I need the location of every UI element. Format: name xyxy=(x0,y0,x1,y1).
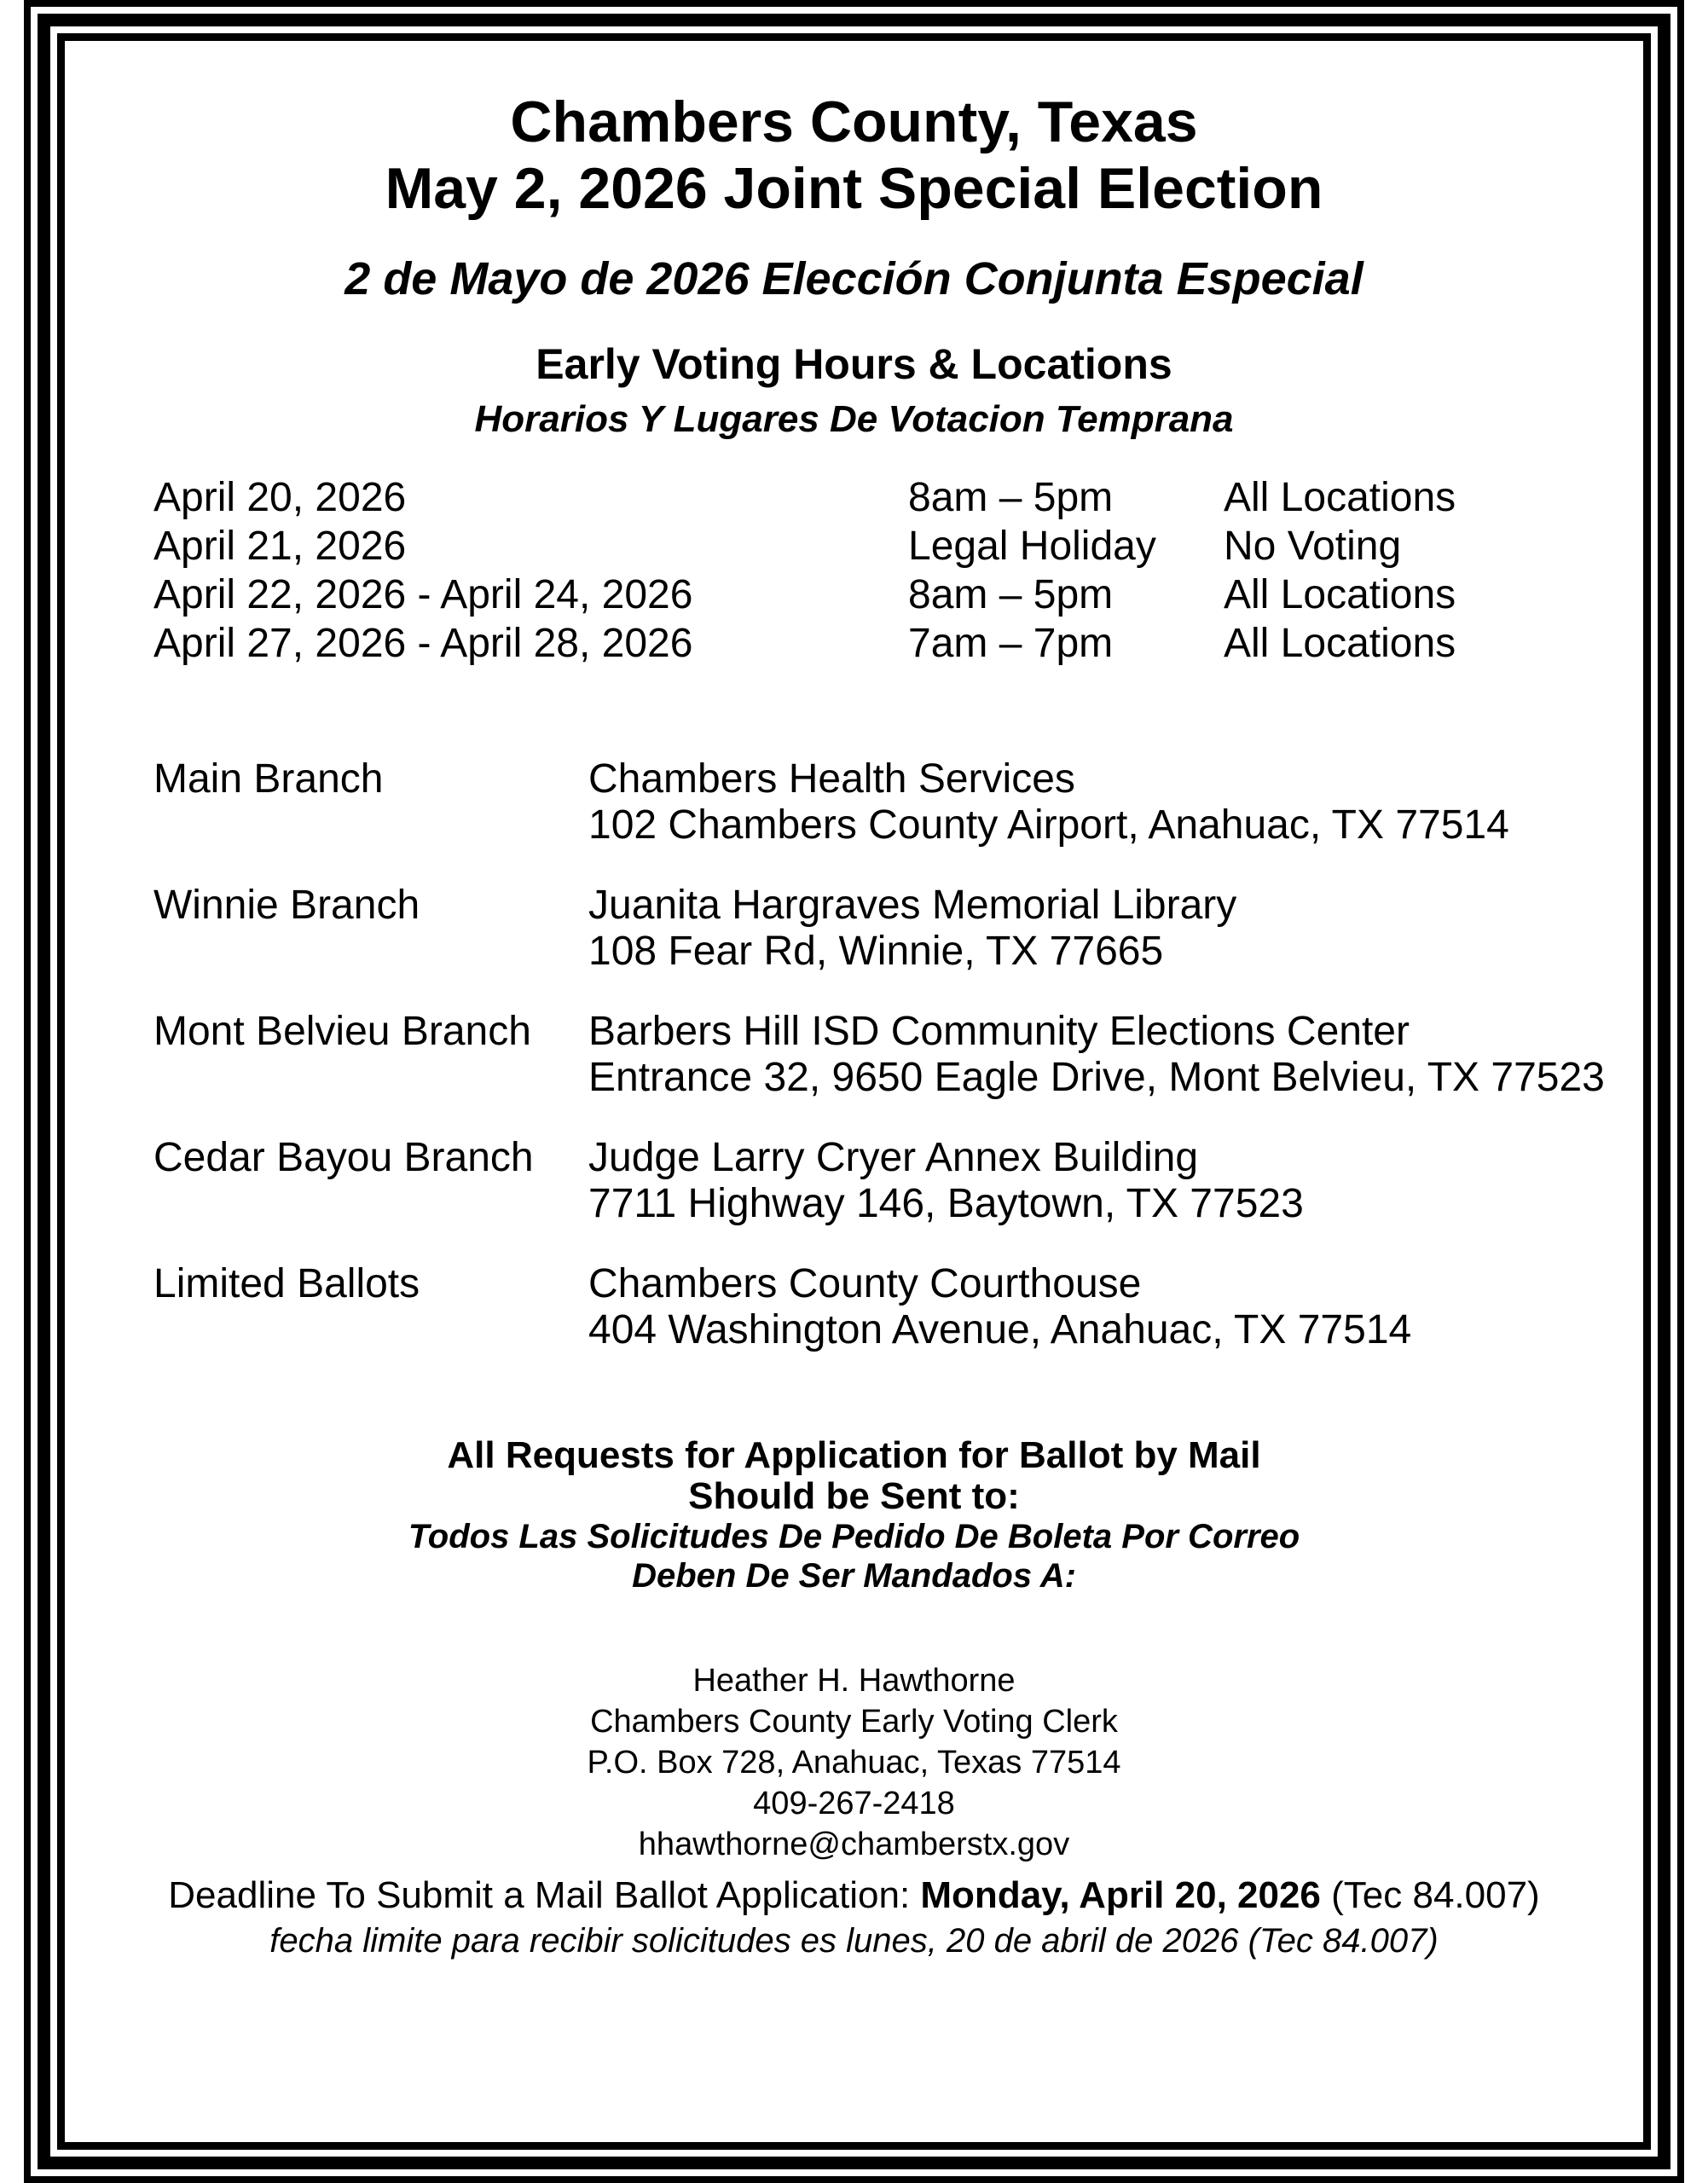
schedule-availability: All Locations xyxy=(1224,475,1456,520)
schedule-hours: 8am – 5pm xyxy=(908,572,1114,617)
location-label: Mont Belvieu Branch xyxy=(153,1009,531,1054)
schedule-availability: No Voting xyxy=(1224,524,1402,569)
location-entry xyxy=(153,883,1643,975)
location-label: Cedar Bayou Branch xyxy=(153,1135,534,1180)
contact-phone: 409-267-2418 xyxy=(753,1786,955,1821)
schedule-dates: April 27, 2026 - April 28, 2026 xyxy=(153,621,693,666)
schedule-row xyxy=(153,522,1643,570)
schedule-availability: All Locations xyxy=(1224,621,1456,666)
location-entry xyxy=(153,756,1643,848)
location-address: 108 Fear Rd, Winnie, TX 77665 xyxy=(588,929,1164,974)
location-details xyxy=(588,1009,1643,1101)
border-frame-outer xyxy=(24,0,1684,2183)
mail-ballot-heading xyxy=(65,1435,1643,1595)
border-frame-middle xyxy=(38,14,1670,2169)
document-title xyxy=(65,89,1643,222)
schedule-hours: Legal Holiday xyxy=(908,524,1156,569)
contact-email: hhawthorne@chamberstx.gov xyxy=(638,1827,1070,1862)
contact-block xyxy=(65,1660,1643,1865)
contact-name: Heather H. Hawthorne xyxy=(692,1663,1016,1699)
location-label: Limited Ballots xyxy=(153,1261,420,1306)
mail-ballot-heading-line-2: Should be Sent to: xyxy=(688,1475,1020,1517)
location-venue: Juanita Hargraves Memorial Library xyxy=(588,883,1237,928)
location-details xyxy=(588,756,1643,848)
schedule-row xyxy=(153,619,1643,668)
location-venue: Chambers County Courthouse xyxy=(588,1261,1142,1306)
location-label: Winnie Branch xyxy=(153,883,420,928)
early-voting-heading-spanish: Horarios Y Lugares De Votacion Temprana xyxy=(474,398,1234,440)
contact-title: Chambers County Early Voting Clerk xyxy=(590,1704,1118,1740)
deadline-prefix: Deadline To Submit a Mail Ballot Application: xyxy=(168,1874,921,1916)
schedule-dates: April 22, 2026 - April 24, 2026 xyxy=(153,572,693,617)
early-voting-schedule xyxy=(153,473,1643,668)
location-details xyxy=(588,1135,1643,1227)
location-label: Main Branch xyxy=(153,756,384,802)
mail-ballot-heading-line-1: All Requests for Application for Ballot by Mail xyxy=(447,1434,1261,1476)
deadline-suffix: (Tec 84.007) xyxy=(1320,1874,1540,1916)
location-address: Entrance 32, 9650 Eagle Drive, Mont Belvieu, TX 77523 xyxy=(588,1055,1605,1100)
location-details xyxy=(588,1261,1643,1353)
mail-ballot-heading-spanish-line-1: Todos Las Solicitudes De Pedido De Boleta Por Correo xyxy=(408,1518,1300,1555)
location-address: 102 Chambers County Airport, Anahuac, TX 77514 xyxy=(588,802,1509,848)
schedule-availability: All Locations xyxy=(1224,572,1456,617)
location-address: 7711 Highway 146, Baytown, TX 77523 xyxy=(588,1181,1304,1226)
location-entry xyxy=(153,1261,1643,1353)
deadline-line xyxy=(65,1873,1643,1917)
border-frame-inner xyxy=(57,33,1651,2150)
location-details xyxy=(588,883,1643,975)
contact-address: P.O. Box 728, Anahuac, Texas 77514 xyxy=(587,1745,1121,1781)
schedule-dates: April 20, 2026 xyxy=(153,475,407,520)
early-voting-heading: Early Voting Hours & Locations xyxy=(536,340,1172,388)
deadline-date: Monday, April 20, 2026 xyxy=(920,1874,1321,1916)
title-line-1: Chambers County, Texas xyxy=(510,90,1198,154)
deadline-line-spanish: fecha limite para recibir solicitudes es lunes, 20 de abril de 2026 (Tec 84.007) xyxy=(269,1922,1439,1960)
title-line-2: May 2, 2026 Joint Special Election xyxy=(385,156,1323,221)
location-venue: Barbers Hill ISD Community Elections Center xyxy=(588,1009,1410,1054)
schedule-hours: 7am – 7pm xyxy=(908,621,1114,666)
schedule-row xyxy=(153,570,1643,619)
location-entry xyxy=(153,1135,1643,1227)
schedule-dates: April 21, 2026 xyxy=(153,524,407,569)
locations-list xyxy=(153,756,1643,1353)
schedule-row xyxy=(153,473,1643,522)
title-spanish: 2 de Mayo de 2026 Elección Conjunta Especial xyxy=(344,253,1364,304)
schedule-hours: 8am – 5pm xyxy=(908,475,1114,520)
location-entry xyxy=(153,1009,1643,1101)
mail-ballot-heading-spanish-line-2: Deben De Ser Mandados A: xyxy=(632,1557,1076,1595)
location-venue: Judge Larry Cryer Annex Building xyxy=(588,1135,1199,1180)
location-address: 404 Washington Avenue, Anahuac, TX 77514 xyxy=(588,1307,1412,1352)
location-venue: Chambers Health Services xyxy=(588,756,1075,802)
